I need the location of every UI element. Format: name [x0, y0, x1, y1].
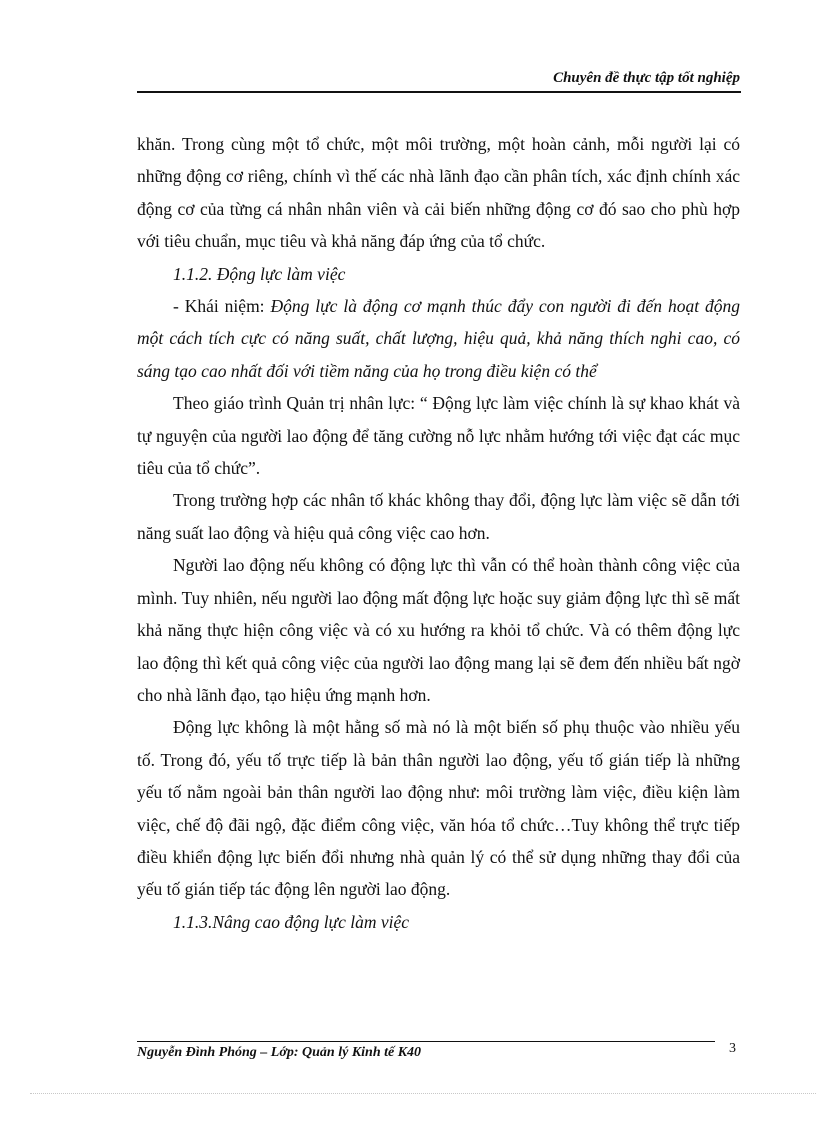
paragraph-intro: khăn. Trong cùng một tổ chức, một môi trường, một hoàn cảnh, mỗi người lại có những động cơ riêng, chính vì thế các nhà lãnh đạo cần phân tích, xác định chính xác động cơ của từng cá nhân nhân viên và cải biến những động cơ đó sao cho phù hợp với tiêu chuẩn, mục tiêu và khả năng đáp ứng của tổ chức. — [137, 134, 740, 252]
definition-paragraph — [137, 290, 740, 387]
definition-text: Động lực là động cơ mạnh thúc đẩy con người đi đến hoạt động một cách tích cực có năng suất, chất lượng, hiệu quả, khả năng thích nghi cao, có sáng tạo cao nhất đối với tiềm năng của họ trong điều kiện có thể — [137, 296, 740, 381]
section-heading-1-1-2: 1.1.2. Động lực làm việc — [173, 263, 346, 284]
page-edge-dotted-line — [30, 1093, 816, 1094]
paragraph-factors: Động lực không là một hằng số mà nó là một biến số phụ thuộc vào nhiều yếu tố. Trong đó, yếu tố trực tiếp là bản thân người lao động, yếu tố gián tiếp là những yếu tố nằm ngoài bản thân người lao động như: môi trường làm việc, điều kiện làm việc, chế độ đãi ngộ, đặc điểm công việc, văn hóa tổ chức…Tuy không thể trực tiếp điều khiển động lực biến đổi nhưng nhà quản lý có thể sử dụng những thay đổi của yếu tố gián tiếp tác động lên người lao động. — [137, 717, 740, 900]
page-number: 3 — [729, 1041, 736, 1056]
paragraph-conditions: Trong trường hợp các nhân tố khác không thay đổi, động lực làm việc sẽ dẫn tới năng suất lao động và hiệu quả công việc cao hơn. — [137, 490, 740, 543]
paragraph-quote: Theo giáo trình Quản trị nhân lực: “ Động lực làm việc chính là sự khao khát và tự nguyện của người lao động để tăng cường nỗ lực nhằm hướng tới việc đạt các mục tiêu của tổ chức”. — [137, 393, 740, 479]
body-text — [137, 128, 740, 938]
paragraph-motivation-loss: Người lao động nếu không có động lực thì vẫn có thể hoàn thành công việc của mình. Tuy nhiên, nếu người lao động mất động lực hoặc suy giảm động lực thì sẽ mất khả năng thực hiện công việc và có xu hướng ra khỏi tổ chức. Và có thêm động lực lao động thì kết quả công việc của người lao động mang lại sẽ đem đến nhiều bất ngờ cho nhà lãnh đạo, tạo hiệu ứng mạnh hơn. — [137, 555, 740, 705]
footer-author: Nguyễn Đình Phóng – Lớp: Quản lý Kinh tế K40 — [137, 1045, 422, 1060]
footer-divider — [137, 1041, 715, 1042]
definition-label: - Khái niệm: — [173, 296, 271, 317]
header-divider — [137, 91, 741, 93]
section-heading-1-1-3: 1.1.3.Nâng cao động lực làm việc — [173, 911, 410, 932]
header-title: Chuyên đề thực tập tốt nghiệp — [553, 70, 740, 86]
